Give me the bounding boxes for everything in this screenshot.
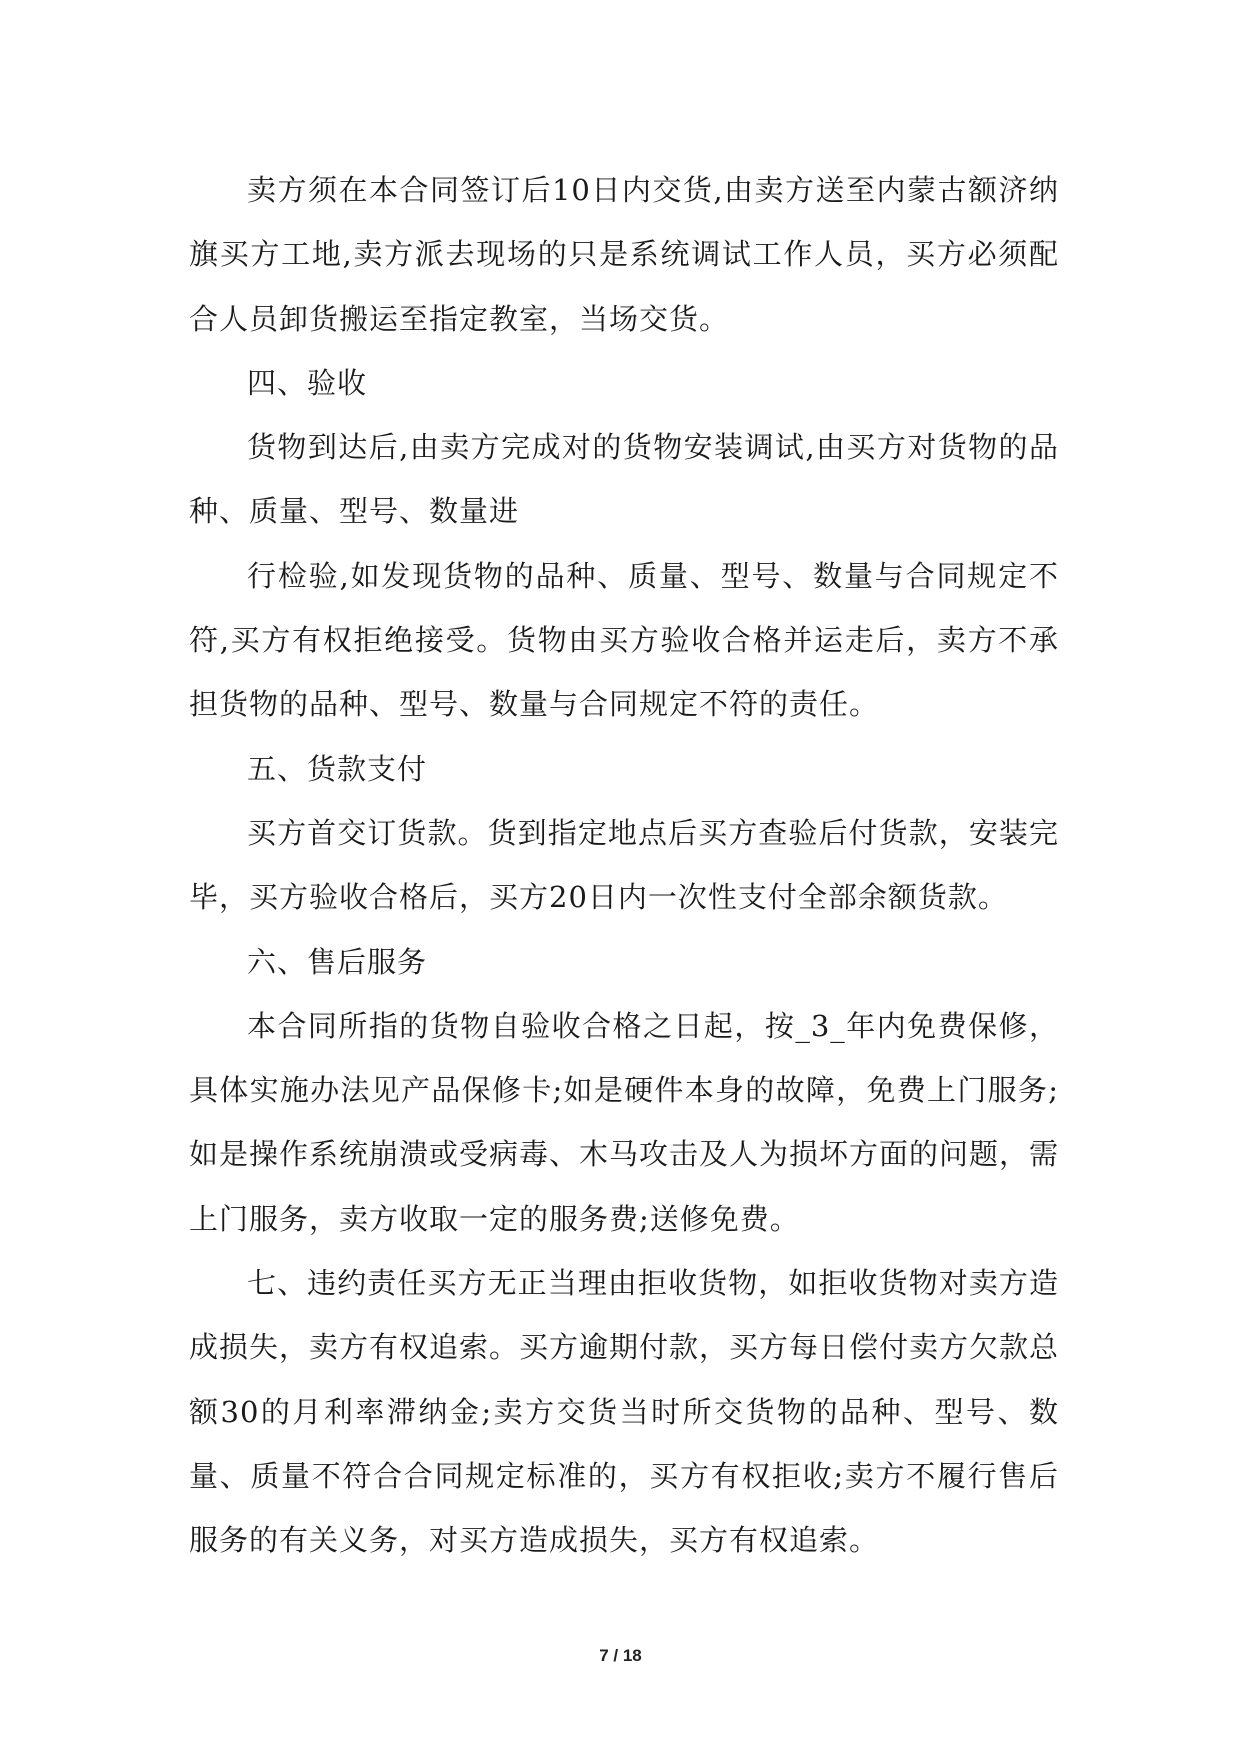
paragraph-acceptance-detail: 行检验,如发现货物的品种、质量、型号、数量与合同规定不符,买方有权拒绝接受。货物由买方验收合格并运走后，卖方不承担货物的品种、型号、数量与合同规定不符的责任。 xyxy=(189,558,1059,722)
heading-payment: 五、货款支付 xyxy=(247,751,428,786)
paragraph-after-sales: 本合同所指的货物自验收合格之日起，按_3_年内免费保修，具体实施办法见产品保修卡;如是硬件本身的故障，免费上门服务;如是操作系统崩溃或受病毒、木马攻击及人为损坏方面的问题，需上门服务，卖方收取一定的服务费;送修免费。 xyxy=(189,1008,1060,1236)
page-number: 7 / 18 xyxy=(599,1646,642,1665)
paragraph-breach-liability: 七、违约责任买方无正当理由拒收货物，如拒收货物对卖方造成损失，卖方有权追索。买方逾期付款，买方每日偿付卖方欠款总额30的月利率滞纳金;卖方交货当时所交货物的品种、型号、数量、质量不符合合同规定标准的，买方有权拒收;卖方不履行售后服务的有关义务，对买方造成损失，买方有权追索。 xyxy=(189,1266,1060,1558)
paragraph-payment: 买方首交订货款。货到指定地点后买方查验后付货款，安装完毕，买方验收合格后，买方20日内一次性支付全部余额货款。 xyxy=(189,815,1059,915)
heading-after-sales: 六、售后服务 xyxy=(247,944,428,979)
paragraph-acceptance-intro: 货物到达后,由卖方完成对的货物安装调试,由买方对货物的品种、质量、型号、数量进 xyxy=(189,430,1059,529)
document-body xyxy=(189,158,1059,1573)
paragraph-delivery: 卖方须在本合同签订后10日内交货,由卖方送至内蒙古额济纳旗买方工地,卖方派去现场的只是系统调试工作人员，买方必须配合人员卸货搬运至指定教室，当场交货。 xyxy=(189,173,1059,336)
heading-acceptance: 四、验收 xyxy=(247,365,368,400)
